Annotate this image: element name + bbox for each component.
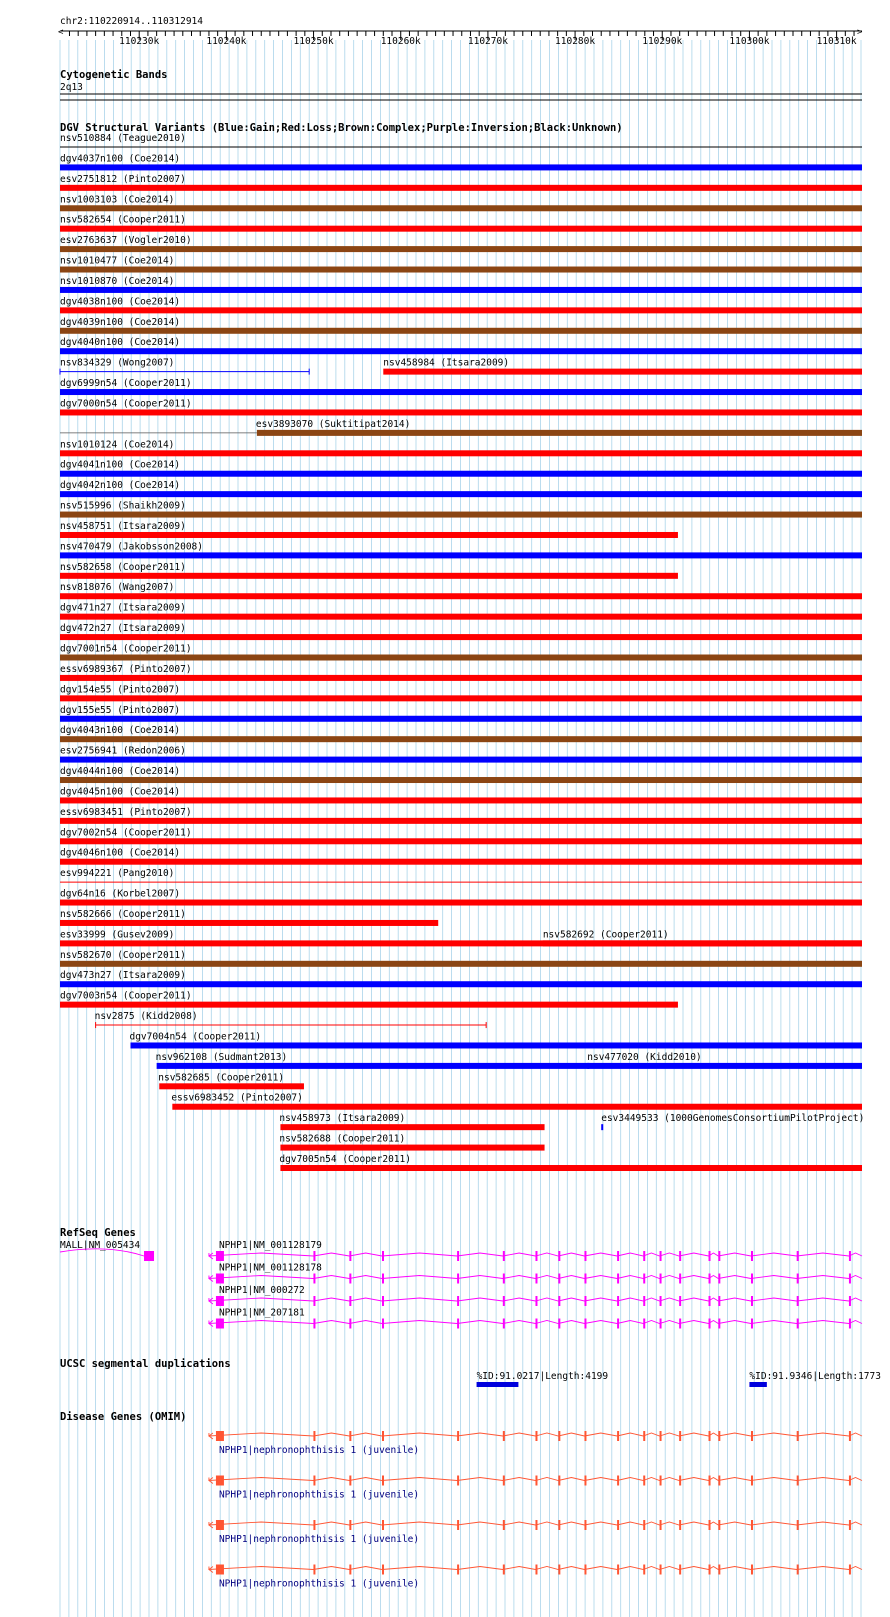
refseq-gene-exon [313, 1319, 315, 1329]
omim-gene-exon [313, 1431, 315, 1441]
dgv-feature-bar [159, 1083, 304, 1089]
omim-gene-exon [718, 1476, 720, 1486]
refseq-gene-exon [216, 1296, 224, 1306]
refseq-gene-exon [382, 1296, 384, 1306]
omim-gene-exon [313, 1520, 315, 1530]
omim-gene-exon [643, 1431, 645, 1441]
refseq-gene-exon [849, 1274, 851, 1284]
omim-gene-exon [216, 1520, 224, 1530]
dgv-feature-label: nsv834329 (Wong2007) [60, 357, 175, 369]
refseq-gene-exon [216, 1319, 224, 1329]
omim-gene-label: NPHP1|nephronophthisis 1 (juvenile) [218, 1578, 420, 1590]
dgv-feature-bar [60, 675, 862, 681]
dgv-feature-label: dgv7004n54 (Cooper2011) [129, 1031, 262, 1043]
dgv-feature-bar [60, 920, 438, 926]
omim-gene-exon [679, 1520, 681, 1530]
dgv-feature-bar [60, 695, 862, 701]
dgv-feature-label: dgv154e55 (Pinto2007) [60, 684, 181, 696]
dgv-feature-bar [383, 369, 862, 375]
refseq-gene-label: NPHP1|NM_000272 [218, 1285, 305, 1296]
dgv-feature-label: nsv1010870 (Coe2014) [60, 275, 175, 287]
dgv-feature-bar [60, 1002, 678, 1008]
dgv-feature-label: nsv510884 (Teague2010) [60, 133, 186, 144]
refseq-gene-exon [503, 1251, 505, 1261]
omim-gene-exon [718, 1565, 720, 1575]
refseq-track-title: RefSeq Genes [60, 1227, 136, 1239]
omim-gene-exon [660, 1476, 662, 1486]
refseq-gene-exon [558, 1274, 560, 1284]
refseq-gene-exon [349, 1296, 351, 1306]
refseq-gene-exon [349, 1251, 351, 1261]
segdup-feature-bar [749, 1382, 766, 1387]
dgv-feature-bar [60, 961, 862, 967]
dgv-feature-bar [60, 818, 862, 824]
ruler-right-arrow: > [857, 27, 863, 38]
refseq-gene-exon [617, 1274, 619, 1284]
omim-gene-exon [535, 1476, 537, 1486]
dgv-feature-label: dgv4042n100 (Coe2014) [60, 480, 181, 492]
dgv-feature-bar [60, 716, 862, 722]
refseq-gene-exon [216, 1274, 224, 1284]
dgv-feature-bar [60, 226, 862, 232]
omim-gene-exon [849, 1520, 851, 1530]
dgv-feature-label: dgv4046n100 (Coe2014) [60, 847, 181, 859]
omim-gene-exon [349, 1476, 351, 1486]
omim-gene-exon [349, 1431, 351, 1441]
dgv-feature-bar [60, 185, 862, 191]
omim-gene-exon [535, 1431, 537, 1441]
refseq-gene-exon [558, 1251, 560, 1261]
refseq-gene-exon [584, 1319, 586, 1329]
dgv-feature-label: dgv7000n54 (Cooper2011) [60, 398, 192, 410]
dgv-feature-bar [60, 573, 678, 579]
dgv-feature-label: dgv473n27 (Itsara2009) [60, 970, 186, 982]
dgv-feature-label: essv6983452 (Pinto2007) [171, 1092, 303, 1104]
dgv-feature-bar [60, 593, 862, 599]
segdup-track [60, 1358, 881, 1387]
omim-gene-exon [535, 1520, 537, 1530]
omim-gene-exon [797, 1431, 799, 1441]
omim-gene-exon [709, 1565, 711, 1575]
omim-gene-exon [679, 1565, 681, 1575]
dgv-feature-bar [172, 1104, 862, 1110]
dgv-feature-label: nsv582658 (Cooper2011) [60, 561, 186, 573]
dgv-feature-label: nsv470479 (Jakobsson2008) [60, 541, 203, 553]
dgv-feature-label: nsv582666 (Cooper2011) [60, 908, 186, 920]
refseq-gene-exon [797, 1251, 799, 1261]
omim-gene-exon [751, 1520, 753, 1530]
ruler-tick-label: 110270k [467, 36, 508, 47]
omim-gene-exon [849, 1565, 851, 1575]
refseq-gene-exon [709, 1296, 711, 1306]
omim-gene-exon [617, 1431, 619, 1441]
dgv-feature-bar [60, 246, 862, 252]
omim-gene-exon [558, 1431, 560, 1441]
dgv-feature-bar [60, 348, 862, 354]
omim-gene-exon [503, 1476, 505, 1486]
dgv-feature-label: esv2756941 (Redon2006) [60, 745, 186, 757]
refseq-gene-exon [216, 1251, 224, 1261]
refseq-gene-exon [584, 1296, 586, 1306]
refseq-gene-exon [751, 1274, 753, 1284]
refseq-gene-exon [349, 1319, 351, 1329]
ruler-tick-label: 110230k [119, 36, 160, 47]
segdup-track-title: UCSC segmental duplications [60, 1358, 231, 1370]
refseq-gene-exon [558, 1319, 560, 1329]
omim-gene-exon [535, 1565, 537, 1575]
refseq-gene-exon [313, 1251, 315, 1261]
dgv-feature-label: dgv4041n100 (Coe2014) [60, 459, 181, 471]
refseq-gene-exon [382, 1274, 384, 1284]
dgv-feature-bar [60, 797, 862, 803]
omim-gene-label: NPHP1|nephronophthisis 1 (juvenile) [218, 1534, 420, 1545]
dgv-feature-label: nsv582654 (Cooper2011) [60, 214, 186, 226]
dgv-feature-label: esv2751812 (Pinto2007) [60, 173, 186, 185]
dgv-feature-bar [60, 838, 862, 844]
dgv-feature-bar [60, 389, 862, 395]
omim-gene-exon [643, 1565, 645, 1575]
dgv-feature-label: esv3893070 (Suktitipat2014) [255, 418, 411, 430]
omim-gene-exon [216, 1431, 224, 1441]
omim-gene-exon [457, 1565, 459, 1575]
dgv-feature-label: dgv155e55 (Pinto2007) [60, 704, 181, 716]
dgv-feature-bar [280, 1145, 544, 1151]
refseq-gene-exon [617, 1319, 619, 1329]
omim-gene-exon [216, 1476, 224, 1486]
dgv-feature-bar [60, 981, 862, 987]
omim-gene-exon [382, 1520, 384, 1530]
omim-gene-exon [709, 1520, 711, 1530]
omim-gene-label: NPHP1|nephronophthisis 1 (juvenile) [218, 1445, 420, 1456]
omim-gene-exon [797, 1565, 799, 1575]
refseq-gene-label: NPHP1|NM_001128178 [218, 1262, 322, 1274]
refseq-gene-exon [660, 1274, 662, 1284]
refseq-gene-exon [718, 1274, 720, 1284]
dgv-feature-label: essv6989367 (Pinto2007) [60, 663, 192, 675]
dgv-feature-bar [60, 655, 862, 661]
dgv-feature-label: nsv1003103 (Coe2014) [60, 194, 175, 206]
refseq-gene-exon [313, 1296, 315, 1306]
dgv-feature-bar [60, 450, 862, 456]
omim-track [60, 1411, 862, 1590]
refseq-gene-exon [709, 1274, 711, 1284]
refseq-gene-exon [558, 1296, 560, 1306]
dgv-feature-bar [60, 859, 862, 865]
omim-track-title: Disease Genes (OMIM) [60, 1411, 187, 1423]
dgv-feature-bar [60, 634, 862, 640]
omim-gene-exon [558, 1565, 560, 1575]
omim-gene-exon [584, 1476, 586, 1486]
refseq-gene-exon [643, 1319, 645, 1329]
dgv-feature-label: dgv4045n100 (Coe2014) [60, 786, 181, 798]
omim-gene-exon [503, 1565, 505, 1575]
dgv-feature-label: nsv962108 (Sudmant2013) [155, 1051, 288, 1063]
refseq-gene-exon [617, 1296, 619, 1306]
omim-gene-exon [457, 1476, 459, 1486]
omim-gene-label: NPHP1|nephronophthisis 1 (juvenile) [218, 1489, 420, 1501]
omim-gene-exon [584, 1520, 586, 1530]
omim-gene-exon [503, 1431, 505, 1441]
refseq-gene-exon [797, 1319, 799, 1329]
refseq-gene-exon [709, 1319, 711, 1329]
dgv-feature-label: nsv582688 (Cooper2011) [279, 1133, 406, 1145]
dgv-feature-label: esv3449533 (1000GenomesConsortiumPilotProject) [601, 1113, 865, 1125]
omim-gene-exon [718, 1520, 720, 1530]
omim-gene-exon [382, 1431, 384, 1441]
omim-gene-exon [503, 1520, 505, 1530]
ruler-tick-label: 110300k [729, 36, 770, 47]
dgv-feature-label: nsv458751 (Itsara2009) [60, 520, 186, 532]
omim-gene-exon [660, 1565, 662, 1575]
refseq-gene-exon [349, 1274, 351, 1284]
refseq-gene-exon [751, 1296, 753, 1306]
dgv-feature-label: nsv582692 (Cooper2011) [542, 929, 669, 941]
refseq-gene-exon [751, 1251, 753, 1261]
dgv-feature-label: dgv4039n100 (Coe2014) [60, 316, 181, 328]
refseq-gene-exon [849, 1296, 851, 1306]
dgv-feature-bar [60, 267, 862, 273]
omim-gene-exon [709, 1476, 711, 1486]
omim-gene-exon [313, 1476, 315, 1486]
dgv-feature-label: nsv582670 (Cooper2011) [60, 949, 186, 961]
omim-gene-exon [797, 1476, 799, 1486]
omim-gene-exon [660, 1520, 662, 1530]
ruler-left-arrow: < [58, 27, 64, 38]
omim-gene-exon [660, 1431, 662, 1441]
omim-gene-exon [643, 1520, 645, 1530]
refseq-gene-exon [457, 1274, 459, 1284]
refseq-gene-exon [660, 1251, 662, 1261]
dgv-feature-bar [60, 471, 862, 477]
refseq-gene-exon [643, 1274, 645, 1284]
dgv-feature-label: dgv7005n54 (Cooper2011) [279, 1154, 411, 1165]
omim-gene-exon [349, 1565, 351, 1575]
dgv-feature-bar [280, 1124, 544, 1130]
dgv-feature-label: dgv7001n54 (Cooper2011) [60, 643, 192, 655]
refseq-gene-exon [457, 1319, 459, 1329]
dgv-feature-label: esv994221 (Pang2010) [60, 868, 175, 880]
omim-gene-exon [849, 1431, 851, 1441]
dgv-feature-label: nsv582685 (Cooper2011) [158, 1072, 285, 1084]
dgv-feature-bar [60, 328, 862, 334]
dgv-feature-bar [60, 307, 862, 313]
omim-gene-exon [849, 1476, 851, 1486]
dgv-feature-bar [60, 757, 862, 763]
refseq-gene-exon [718, 1319, 720, 1329]
dgv-feature-bar [157, 1063, 862, 1069]
dgv-feature-label: nsv477020 (Kidd2010) [587, 1051, 702, 1063]
dgv-feature-bar [60, 777, 862, 783]
refseq-gene-list [60, 1240, 862, 1329]
dgv-feature-label: dgv472n27 (Itsara2009) [60, 623, 186, 635]
omim-gene-exon [617, 1520, 619, 1530]
omim-gene-exon [382, 1476, 384, 1486]
dgv-feature-label: dgv6999n54 (Cooper2011) [60, 378, 192, 390]
dgv-feature-bar [60, 552, 862, 558]
dgv-feature-bar [60, 287, 862, 293]
omim-gene-exon [718, 1431, 720, 1441]
segdup-feature-label: %ID:91.0217|Length:4199 [476, 1371, 609, 1382]
refseq-track [60, 1227, 862, 1329]
dgv-feature-label: dgv4037n100 (Coe2014) [60, 153, 181, 165]
refseq-gene-exon [535, 1296, 537, 1306]
ruler-ticks [69, 31, 856, 47]
dgv-feature-bar [60, 512, 862, 518]
refseq-gene-exon [584, 1274, 586, 1284]
refseq-gene-exon [849, 1319, 851, 1329]
dgv-feature-label: nsv515996 (Shaikh2009) [60, 500, 186, 512]
omim-gene-exon [216, 1565, 224, 1575]
omim-gene-exon [617, 1476, 619, 1486]
ruler-tick-label: 110250k [293, 36, 334, 47]
refseq-gene-exon [382, 1251, 384, 1261]
refseq-gene-exon [643, 1251, 645, 1261]
dgv-feature-label: esv33999 (Gusev2009) [60, 929, 175, 941]
omim-gene-exon [584, 1565, 586, 1575]
omim-gene-exon [457, 1520, 459, 1530]
omim-gene-exon [679, 1476, 681, 1486]
dgv-feature-bar [60, 614, 862, 620]
dgv-feature-bar [257, 430, 862, 436]
dgv-track [60, 122, 864, 1171]
refseq-gene-exon [751, 1319, 753, 1329]
omim-gene-exon [751, 1431, 753, 1441]
dgv-feature-bar [60, 409, 862, 415]
cytoband-label: 2q13 [60, 82, 83, 93]
segdup-feature-label: %ID:91.9346|Length:1773 [749, 1371, 881, 1382]
refseq-gene-exon [535, 1274, 537, 1284]
refseq-gene-exon [503, 1296, 505, 1306]
segdup-feature-bar [477, 1382, 519, 1387]
dgv-feature-label: nsv458973 (Itsara2009) [279, 1113, 406, 1125]
omim-gene-exon [751, 1565, 753, 1575]
refseq-gene-exon [797, 1296, 799, 1306]
refseq-gene-exon [679, 1319, 681, 1329]
dgv-feature-label: dgv4038n100 (Coe2014) [60, 296, 181, 308]
refseq-gene-exon [382, 1319, 384, 1329]
dgv-feature-bar [60, 940, 862, 946]
omim-gene-exon [751, 1476, 753, 1486]
dgv-feature-bar [60, 900, 862, 906]
refseq-gene-exon [709, 1251, 711, 1261]
dgv-feature-label: dgv7002n54 (Cooper2011) [60, 827, 192, 839]
ruler-tick-label: 110260k [380, 36, 421, 47]
dgv-feature-bar [60, 205, 862, 211]
dgv-feature-label: dgv4043n100 (Coe2014) [60, 725, 181, 737]
ruler-tick-label: 110290k [642, 36, 683, 47]
refseq-gene-exon [679, 1251, 681, 1261]
omim-feature-list [209, 1431, 862, 1590]
dgv-feature-label: dgv4040n100 (Coe2014) [60, 337, 181, 349]
refseq-gene-exon [679, 1296, 681, 1306]
refseq-gene-exon [535, 1319, 537, 1329]
dgv-feature-label: nsv1010124 (Coe2014) [60, 439, 175, 451]
dgv-feature-bar [130, 1042, 862, 1048]
ruler-tick-label: 110310k [816, 36, 857, 47]
dgv-feature-bar [280, 1165, 862, 1171]
refseq-gene-exon [617, 1251, 619, 1261]
dgv-track-title: DGV Structural Variants (Blue:Gain;Red:Loss;Brown:Complex;Purple:Inversion;Black:Unknown) [60, 122, 623, 134]
dgv-feature-label: essv6983451 (Pinto2007) [60, 806, 192, 818]
dgv-feature-label: nsv2875 (Kidd2008) [94, 1011, 198, 1023]
dgv-feature-bar [60, 736, 862, 742]
cytoband-track-title: Cytogenetic Bands [60, 69, 168, 81]
refseq-gene-exon [503, 1274, 505, 1284]
dgv-feature-bar [60, 491, 862, 497]
dgv-feature-label: dgv471n27 (Itsara2009) [60, 602, 186, 614]
dgv-feature-bar [601, 1124, 603, 1130]
refseq-gene-exon [535, 1251, 537, 1261]
dgv-feature-bar [60, 164, 862, 170]
dgv-feature-label: nsv818076 (Wang2007) [60, 582, 175, 594]
dgv-feature-label: nsv458984 (Itsara2009) [383, 357, 510, 369]
dgv-feature-label: dgv64n16 (Korbel2007) [60, 888, 181, 900]
ruler-region-label: chr2:110220914..110312914 [60, 16, 203, 27]
ruler-tick-label: 110240k [206, 36, 247, 47]
segdup-feature-list [477, 1371, 881, 1387]
refseq-gene-exon [718, 1296, 720, 1306]
refseq-gene-exon [679, 1274, 681, 1284]
dgv-feature-label: esv2763637 (Vogler2010) [60, 235, 192, 247]
dgv-feature-label: nsv1010477 (Coe2014) [60, 255, 175, 267]
omim-gene-exon [349, 1520, 351, 1530]
omim-gene-exon [558, 1476, 560, 1486]
refseq-gene-exon [849, 1251, 851, 1261]
refseq-gene-exon [660, 1319, 662, 1329]
refseq-gene-exon [457, 1251, 459, 1261]
refseq-gene-label: NPHP1|NM_001128179 [218, 1240, 322, 1251]
omim-gene-exon [643, 1476, 645, 1486]
dgv-feature-list [60, 133, 864, 1171]
refseq-gene-exon [660, 1296, 662, 1306]
cytoband-track [60, 69, 862, 100]
dgv-feature-label: dgv4044n100 (Coe2014) [60, 766, 181, 778]
omim-gene-exon [382, 1565, 384, 1575]
refseq-gene-exon [457, 1296, 459, 1306]
dgv-feature-bar [60, 532, 678, 538]
refseq-gene-exon [584, 1251, 586, 1261]
ruler-tick-label: 110280k [555, 36, 596, 47]
refseq-gene-exon [643, 1296, 645, 1306]
refseq-gene-exon [797, 1274, 799, 1284]
omim-gene-exon [457, 1431, 459, 1441]
omim-gene-exon [797, 1520, 799, 1530]
refseq-gene-exon [718, 1251, 720, 1261]
refseq-gene-exon [503, 1319, 505, 1329]
omim-gene-exon [313, 1565, 315, 1575]
omim-gene-exon [709, 1431, 711, 1441]
refseq-gene-exon [313, 1274, 315, 1284]
omim-gene-exon [584, 1431, 586, 1441]
dgv-feature-label: dgv7003n54 (Cooper2011) [60, 990, 192, 1002]
refseq-gene-label: NPHP1|NM_207181 [218, 1307, 305, 1319]
omim-gene-exon [617, 1565, 619, 1575]
refseq-gene-exon [144, 1251, 154, 1261]
omim-gene-exon [558, 1520, 560, 1530]
refseq-gene-label: MALL|NM_005434 [60, 1240, 141, 1251]
omim-gene-exon [679, 1431, 681, 1441]
